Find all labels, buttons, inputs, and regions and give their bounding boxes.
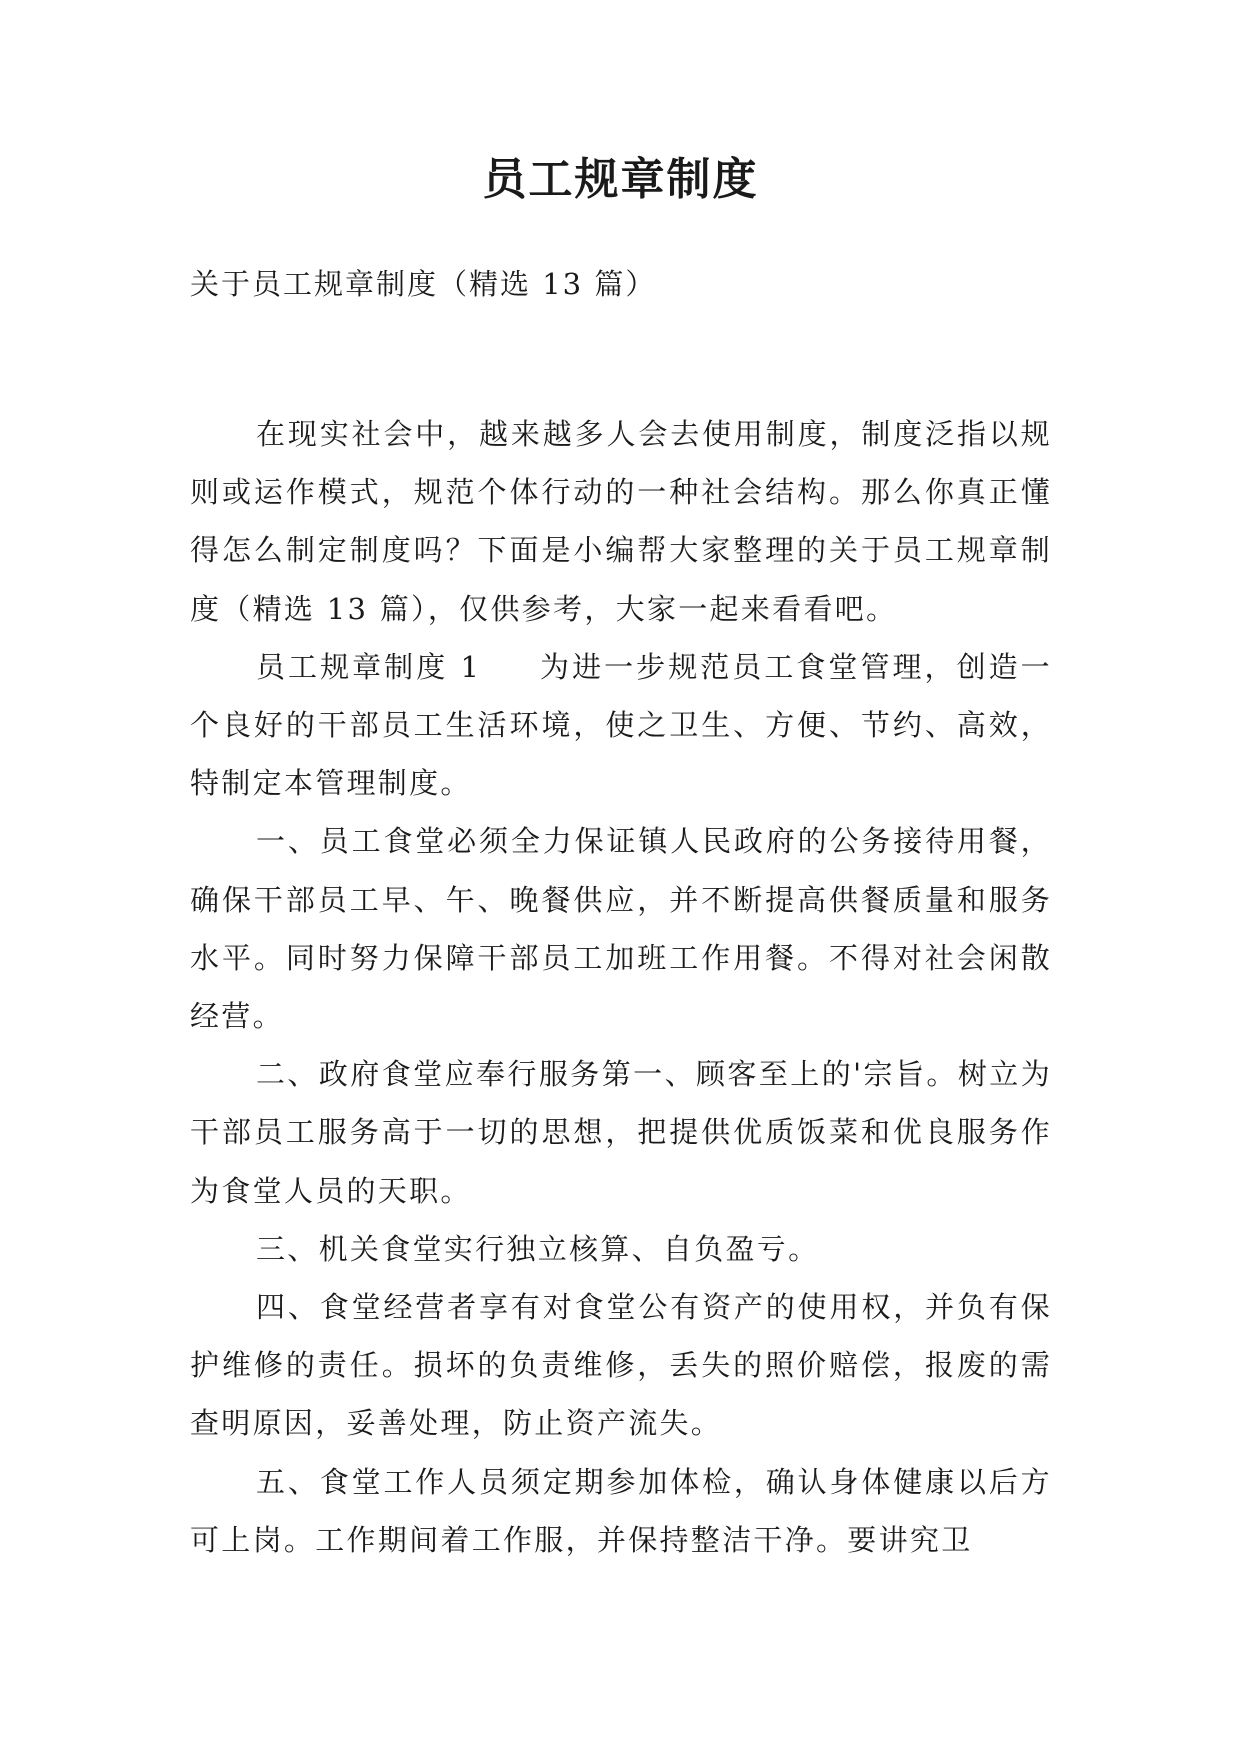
- intro-paragraph: 在现实社会中，越来越多人会去使用制度，制度泛指以规则或运作模式，规范个体行动的一种社会结构。那么你真正懂得怎么制定制度吗？下面是小编帮大家整理的关于员工规章制度（精选 13 篇），仅供参考，大家一起来看看吧。: [190, 417, 1052, 626]
- section-heading: 员工规章制度 1: [256, 649, 482, 684]
- document-title: 员工规章制度: [482, 154, 759, 205]
- section-intro: 为进一步规范员工食堂管理，创造一个良好的干部员工生活环境，使之卫生、方便、节约、高效，特制定本管理制度。: [190, 649, 1052, 801]
- document-body: [190, 405, 1052, 1569]
- clause-1-paragraph: 一、员工食堂必须全力保证镇人民政府的公务接待用餐，确保干部员工早、午、晚餐供应，并不断提高供餐质量和服务水平。同时努力保障干部员工加班工作用餐。不得对社会闲散经营。: [190, 824, 1052, 1034]
- clause-2-paragraph: 二、政府食堂应奉行服务第一、顾客至上的'宗旨。树立为干部员工服务高于一切的思想，把提供优质饭菜和优良服务作为食堂人员的天职。: [190, 1057, 1052, 1208]
- document-subtitle: 关于员工规章制度（精选 13 篇）: [190, 267, 657, 301]
- clause-3-paragraph: 三、机关食堂实行独立核算、自负盈亏。: [256, 1231, 820, 1266]
- clause-5-paragraph: 五、食堂工作人员须定期参加体检，确认身体健康以后方可上岗。工作期间着工作服，并保持整洁干净。要讲究卫: [190, 1464, 1052, 1557]
- section-1-paragraph: [190, 638, 1052, 813]
- clause-4-paragraph: 四、食堂经营者享有对食堂公有资产的使用权，并负有保护维修的责任。损坏的负责维修，丢失的照价赔偿，报废的需查明原因，妥善处理，防止资产流失。: [190, 1290, 1052, 1441]
